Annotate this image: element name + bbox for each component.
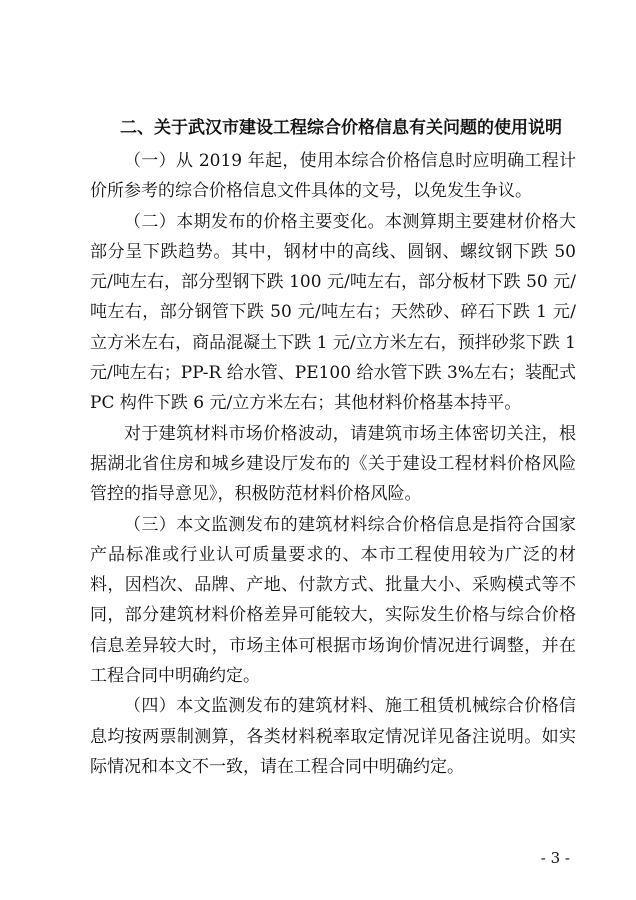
paragraph-item-3: （三）本文监测发布的建筑材料综合价格信息是指符合国家产品标准或行业认可质量要求的、本市工程使用较为广泛的材料，因档次、品牌、产地、付款方式、批量大小、采购模式等不同，部分建筑材料价格差异可能较大，实际发生价格与综合价格信息差异较大时，市场主体可根据市场询价情况进行调整，并在工程合同中明确约定。 bbox=[90, 514, 576, 687]
body-text bbox=[90, 146, 576, 782]
paragraph-item-4: （四）本文监测发布的建筑材料、施工租赁机械综合价格信息均按两票制测算，各类材料税率取定情况详见备注说明。如实际情况和本文不一致，请在工程合同中明确约定。 bbox=[90, 696, 576, 777]
page-number: - 3 - bbox=[540, 849, 570, 867]
paragraph-item-2: （二）本期发布的价格主要变化。本测算期主要建材价格大部分呈下跌趋势。其中，钢材中的高线、圆钢、螺纹钢下跌 50 元/吨左右，部分型钢下跌 100 元/吨左右，部分板材下跌 50 元/吨左右，部分钢管下跌 50 元/吨左右；天然砂、碎石下跌 1 元/立方米左右，商品混凝土下跌 1 元/立方米左右，预拌砂浆下跌 1 元/吨左右；PP-R 给水管、PE100 给水管下跌 3%左右；装配式 PC 构件下跌 6 元/立方米左右；其他材料价格基本持平。 bbox=[90, 211, 576, 414]
section-heading: 二、关于武汉市建设工程综合价格信息有关问题的使用说明 bbox=[120, 118, 562, 138]
paragraph-market-notice: 对于建筑材料市场价格波动，请建筑市场主体密切关注，根据湖北省住房和城乡建设厅发布的《关于建设工程材料价格风险管控的指导意见》，积极防范材料价格风险。 bbox=[90, 423, 576, 505]
paragraph-item-1: （一）从 2019 年起，使用本综合价格信息时应明确工程计价所参考的综合价格信息文件具体的文号，以免发生争议。 bbox=[90, 151, 576, 202]
